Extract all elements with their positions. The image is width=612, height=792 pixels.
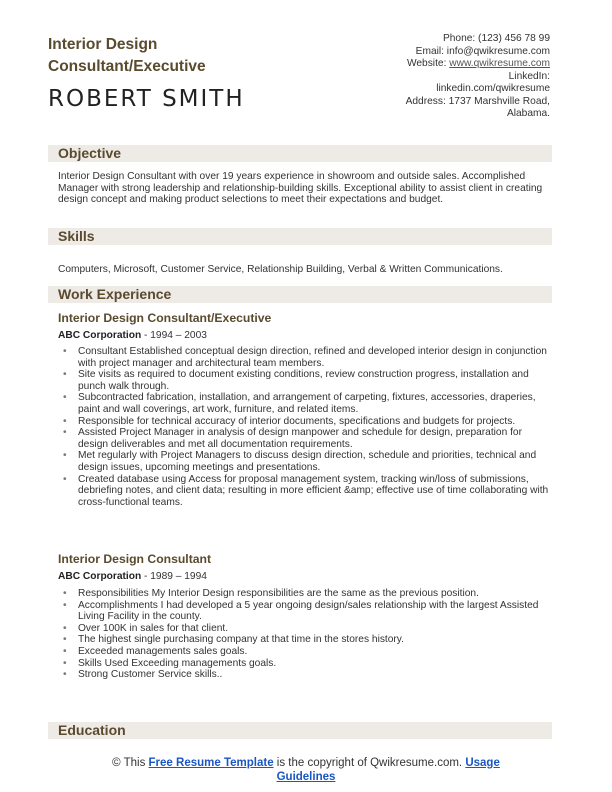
work-heading: Work Experience — [58, 286, 172, 302]
job-title-2: Interior Design Consultant — [58, 552, 212, 566]
objective-heading: Objective — [58, 145, 122, 161]
company-name: ABC Corporation — [58, 571, 142, 582]
footer-middle: is the copyright of Qwikresume.com. — [273, 757, 466, 769]
contact-block — [290, 33, 550, 121]
list-item: • Responsibilities My Interior Design responsibilities are the same as the previous position. — [63, 588, 479, 599]
list-item: • The highest single purchasing company at that time in the stores history. — [63, 634, 404, 646]
skills-section-header — [48, 228, 552, 245]
bullet-icon: • — [63, 369, 67, 381]
objective-section-header — [48, 145, 552, 162]
bullet-icon: • — [63, 427, 67, 439]
skills-heading: Skills — [58, 228, 95, 244]
website-link[interactable]: www.qwikresume.com — [449, 58, 550, 69]
job-company-1 — [58, 330, 207, 341]
list-item: • Assisted Project Manager in analysis of design manpower and schedule for design, preparation for design deliverables and met all documentation requirements. — [63, 427, 522, 450]
footer-prefix: © This — [112, 757, 149, 769]
list-item: • Met regularly with Project Managers to discuss design direction, schedule and priorities, technical and design issues, upcoming meetings and presentations. — [63, 450, 537, 473]
list-item: • Subcontracted fabrication, installation, and arrangement of carpeting, fixtures, accessories, draperies, paint and wall coverings, art work, furniture, and related items. — [63, 392, 536, 415]
contact-address-line2: Alabama. — [506, 108, 550, 119]
company-name: ABC Corporation — [58, 330, 142, 341]
contact-email: Email: info@qwikresume.com — [415, 45, 550, 57]
contact-linkedin-value: linkedin.com/qwikresume — [436, 83, 550, 94]
list-item: • Over 100K in sales for that client. — [63, 622, 229, 634]
work-section-header — [48, 286, 552, 303]
bullet-icon: • — [63, 657, 67, 669]
education-heading: Education — [58, 722, 126, 738]
website-label: Website: — [406, 58, 450, 69]
copyright-footer — [0, 756, 612, 784]
contact-linkedin-label: LinkedIn: — [508, 70, 550, 82]
bullet-icon: • — [63, 669, 67, 681]
list-item: • Exceeded managements sales goals. — [63, 645, 248, 657]
contact-website — [290, 58, 550, 71]
job-title-1: Interior Design Consultant/Executive — [58, 311, 272, 325]
header-job-title: Interior Design Consultant/Executive — [48, 36, 206, 75]
free-resume-template-link[interactable]: Free Resume Template — [148, 757, 274, 769]
candidate-name: ROBERT SMITH — [48, 86, 245, 112]
list-item: • Accomplishments I had developed a 5 year ongoing design/sales relationship with the largest Assisted Living Facility in the county. — [63, 599, 539, 623]
bullet-icon: • — [63, 588, 67, 599]
contact-phone: Phone: (123) 456 78 99 — [442, 33, 550, 44]
education-section-header — [48, 722, 552, 739]
job-bullets-1 — [58, 346, 550, 508]
bullet-icon: • — [63, 622, 67, 634]
list-item: • Strong Customer Service skills.. — [63, 669, 223, 681]
list-item: • Created database using Access for proposal management system, tracking win/loss of submissions, debriefing notes, and client data; resulting in more efficient &amp; effective use of time collaborating with cross-functional teams. — [63, 473, 549, 508]
bullet-icon: • — [63, 450, 67, 462]
list-item: • Responsible for technical accuracy of interior documents, specifications and budgets for projects. — [63, 415, 516, 427]
list-item: • Skills Used Exceeding managements goals. — [63, 657, 277, 669]
bullet-icon: • — [63, 599, 67, 611]
bullet-icon: • — [63, 634, 67, 646]
usage-guidelines-link[interactable]: Usage Guidelines — [276, 757, 500, 783]
bullet-icon: • — [63, 392, 67, 404]
list-item: • Site visits as required to document existing conditions, review construction progress, installation and punch walk through. — [63, 369, 529, 392]
bullet-icon: • — [63, 415, 67, 427]
job-dates: - 1989 – 1994 — [141, 571, 207, 582]
job-company-2 — [58, 571, 207, 582]
job-dates: - 1994 – 2003 — [141, 330, 207, 341]
bullet-icon: • — [63, 346, 67, 357]
job-bullets-2 — [58, 588, 550, 681]
list-item: • Consultant Established conceptual design direction, refined and developed interior design in conjunction with project manager and architectural team members. — [63, 346, 547, 369]
skills-text: Computers, Microsoft, Customer Service, Relationship Building, Verbal & Written Communications. — [58, 264, 503, 275]
bullet-icon: • — [63, 473, 67, 485]
bullet-icon: • — [63, 645, 67, 657]
objective-text: Interior Design Consultant with over 19 years experience in showroom and outside sales. Accomplished Manager with strong leadership and relationship-building skills. Exceptional ability to assist client in creating design concept and making product selections to meet their expectations and budget. — [58, 171, 543, 206]
contact-address-line1: Address: 1737 Marshville Road, — [405, 95, 550, 107]
